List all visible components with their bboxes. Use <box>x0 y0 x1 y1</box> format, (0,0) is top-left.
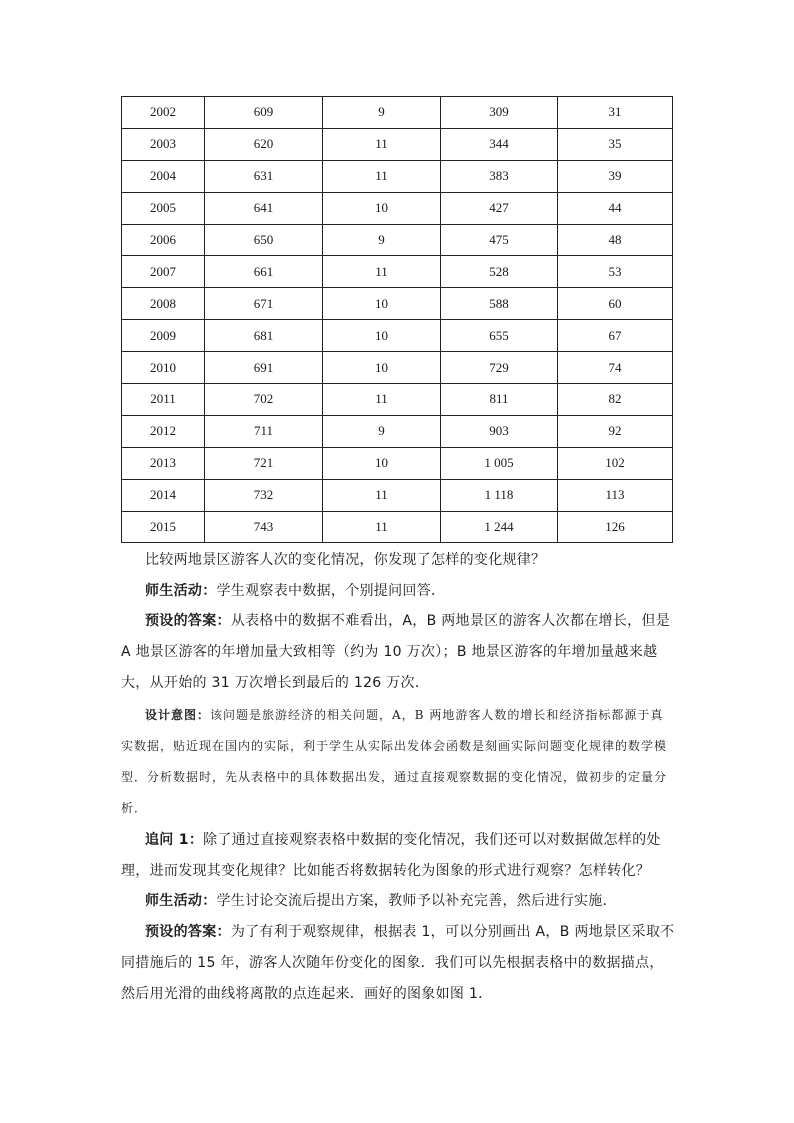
table-cell: 60 <box>558 288 673 320</box>
table-cell: 11 <box>323 384 441 416</box>
table-row <box>122 192 673 224</box>
table-row <box>122 97 673 129</box>
table-cell: 11 <box>323 160 441 192</box>
answer2-label: 预设的答案： <box>145 924 231 940</box>
table-row <box>122 128 673 160</box>
table-cell: 11 <box>323 256 441 288</box>
answer1-label: 预设的答案： <box>145 613 231 629</box>
table-row <box>122 511 673 543</box>
answer2-paragraph <box>121 917 676 1010</box>
table-cell: 9 <box>323 224 441 256</box>
table-cell: 1 005 <box>441 447 558 479</box>
table-cell: 650 <box>205 224 323 256</box>
table-cell: 10 <box>323 288 441 320</box>
design-intent-paragraph <box>121 700 676 824</box>
table-cell: 903 <box>441 415 558 447</box>
table-cell: 2013 <box>122 447 205 479</box>
table-row <box>122 320 673 352</box>
table-cell: 702 <box>205 384 323 416</box>
table-cell: 2008 <box>122 288 205 320</box>
answer2-body: 为了有利于观察规律，根据表 1，可以分别画出 A，B 两地景区采取不同措施后的 15 年，游客人次随年份变化的图象．我们可以先根据表格中的数据描点，然后用光滑的曲线将离散的点连起来．画好的图象如图 1． <box>121 924 675 1002</box>
design-body: 该问题是旅游经济的相关问题，A，B 两地游客人数的增长和经济指标都源于真实数据，贴近现在国内的实际，利于学生从实际出发体会函数是刻画实际问题变化规律的数学模型．分析数据时，先从表格中的具体数据出发，通过直接观察数据的变化情况，做初步的定量分析． <box>121 708 668 815</box>
answer1-body: 从表格中的数据不难看出，A，B 两地景区的游客人次都在增长，但是 A 地景区游客的年增加量大致相等（约为 10 万次）；B 地景区游客的年增加量越来越大，从开始的 31 万次增长到最后的 126 万次． <box>121 613 671 691</box>
table-cell: 2010 <box>122 352 205 384</box>
activity2-paragraph <box>121 886 676 917</box>
table-cell: 2012 <box>122 415 205 447</box>
table-cell: 1 118 <box>441 479 558 511</box>
table-cell: 39 <box>558 160 673 192</box>
table-cell: 528 <box>441 256 558 288</box>
table-cell: 2004 <box>122 160 205 192</box>
table-cell: 10 <box>323 320 441 352</box>
table-cell: 631 <box>205 160 323 192</box>
table-cell: 53 <box>558 256 673 288</box>
table-cell: 661 <box>205 256 323 288</box>
table-cell: 67 <box>558 320 673 352</box>
table-cell: 732 <box>205 479 323 511</box>
table-row <box>122 352 673 384</box>
table-cell: 102 <box>558 447 673 479</box>
table-cell: 721 <box>205 447 323 479</box>
table-cell: 641 <box>205 192 323 224</box>
table-cell: 113 <box>558 479 673 511</box>
followup-paragraph <box>121 825 676 887</box>
table-cell: 92 <box>558 415 673 447</box>
activity1-paragraph <box>121 576 676 607</box>
design-label: 设计意图： <box>145 708 211 722</box>
table-row <box>122 256 673 288</box>
table-cell: 344 <box>441 128 558 160</box>
visitor-data-table <box>121 96 673 543</box>
table-body <box>122 97 673 543</box>
table-cell: 309 <box>441 97 558 129</box>
followup-label: 追问 1： <box>145 832 204 848</box>
table-cell: 811 <box>441 384 558 416</box>
table-row <box>122 224 673 256</box>
followup-body: 除了通过直接观察表格中数据的变化情况，我们还可以对数据做怎样的处理，进而发现其变化规律？比如能否将数据转化为图象的形式进行观察？怎样转化？ <box>121 832 661 879</box>
table-cell: 2006 <box>122 224 205 256</box>
table-cell: 729 <box>441 352 558 384</box>
activity2-body: 学生讨论交流后提出方案，教师予以补充完善，然后进行实施． <box>216 893 617 909</box>
table-cell: 1 244 <box>441 511 558 543</box>
table-cell: 2014 <box>122 479 205 511</box>
table-cell: 2007 <box>122 256 205 288</box>
table-cell: 609 <box>205 97 323 129</box>
table-cell: 671 <box>205 288 323 320</box>
table-cell: 11 <box>323 479 441 511</box>
activity1-label: 师生活动： <box>145 583 217 599</box>
table-cell: 9 <box>323 415 441 447</box>
table-cell: 9 <box>323 97 441 129</box>
table-cell: 681 <box>205 320 323 352</box>
table-cell: 44 <box>558 192 673 224</box>
table-cell: 10 <box>323 192 441 224</box>
activity2-label: 师生活动： <box>145 893 217 909</box>
table-row <box>122 415 673 447</box>
table-cell: 35 <box>558 128 673 160</box>
table-cell: 2009 <box>122 320 205 352</box>
table-cell: 620 <box>205 128 323 160</box>
table-cell: 74 <box>558 352 673 384</box>
table-cell: 691 <box>205 352 323 384</box>
table-row <box>122 384 673 416</box>
table-cell: 743 <box>205 511 323 543</box>
table-cell: 427 <box>441 192 558 224</box>
table-cell: 711 <box>205 415 323 447</box>
table-cell: 655 <box>441 320 558 352</box>
table-cell: 2015 <box>122 511 205 543</box>
table-cell: 2005 <box>122 192 205 224</box>
answer1-paragraph <box>121 606 676 699</box>
table-cell: 10 <box>323 447 441 479</box>
table-cell: 126 <box>558 511 673 543</box>
activity1-body: 学生观察表中数据，个别提问回答． <box>216 583 446 599</box>
table-row <box>122 160 673 192</box>
table-cell: 383 <box>441 160 558 192</box>
table-row <box>122 447 673 479</box>
table-cell: 475 <box>441 224 558 256</box>
table-cell: 2003 <box>122 128 205 160</box>
table-cell: 31 <box>558 97 673 129</box>
table-cell: 2002 <box>122 97 205 129</box>
table-cell: 11 <box>323 511 441 543</box>
table-cell: 10 <box>323 352 441 384</box>
table-cell: 2011 <box>122 384 205 416</box>
question-text: 比较两地景区游客人次的变化情况，你发现了怎样的变化规律？ <box>145 552 546 568</box>
table-cell: 11 <box>323 128 441 160</box>
table-cell: 48 <box>558 224 673 256</box>
table-cell: 588 <box>441 288 558 320</box>
table-row <box>122 479 673 511</box>
table-cell: 82 <box>558 384 673 416</box>
question-paragraph <box>121 545 676 576</box>
table-row <box>122 288 673 320</box>
